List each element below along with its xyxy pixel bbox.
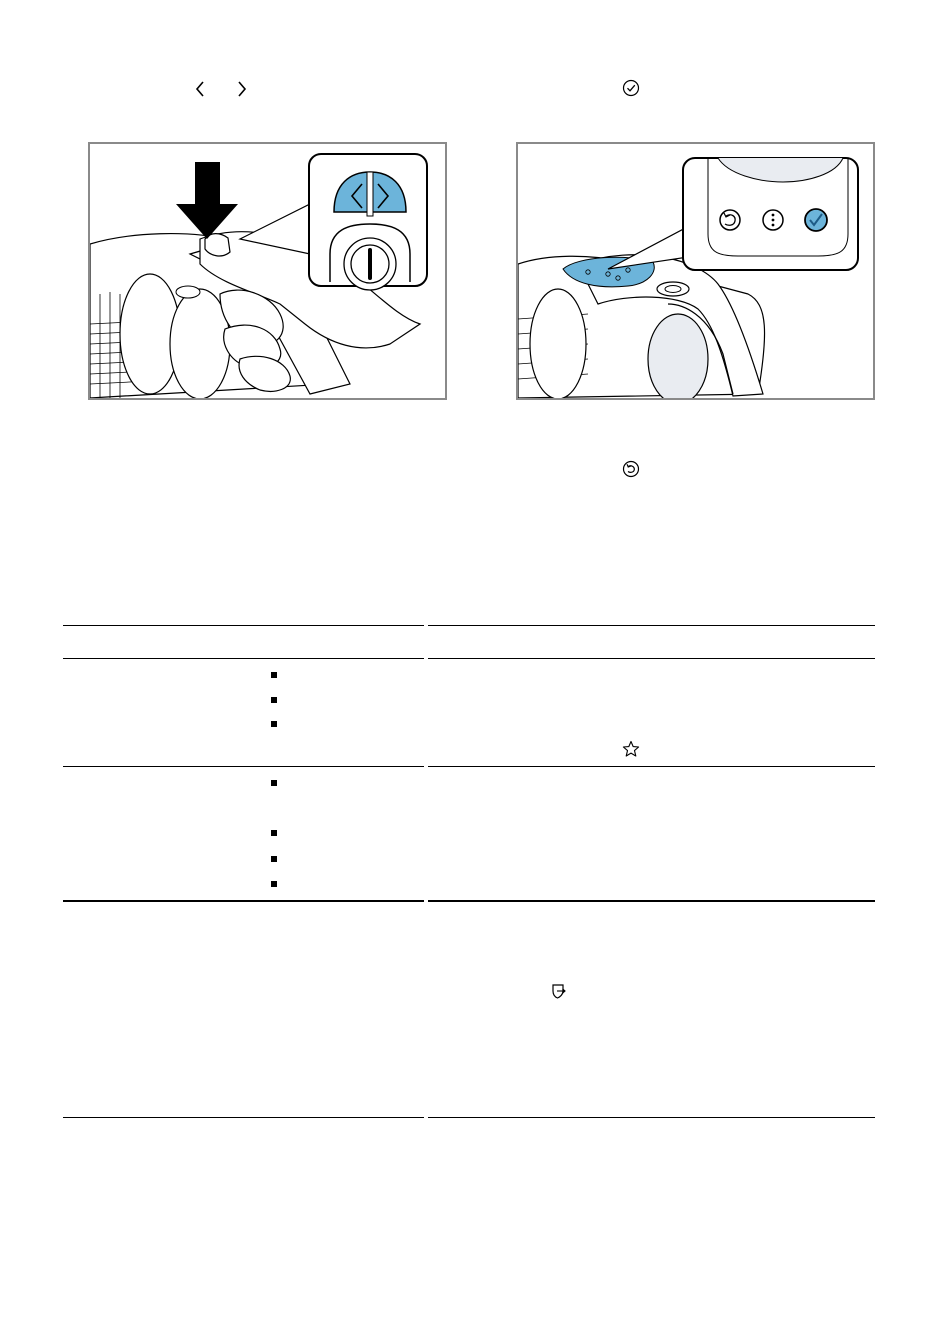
table-rule-row2-left <box>63 900 424 902</box>
table-rule-row1-right <box>428 766 875 767</box>
back-icon <box>720 210 740 230</box>
table-rule-bottom-right <box>428 1117 875 1118</box>
table-rule-bottom-left <box>63 1117 424 1118</box>
star-icon <box>622 740 640 758</box>
chevron-left-icon <box>193 80 207 98</box>
list-bullet <box>271 856 277 862</box>
back-arrow-circle-icon <box>622 460 640 478</box>
table-rule-header-left <box>63 658 424 659</box>
list-bullet <box>271 780 277 786</box>
illustration-hand-on-handle <box>90 144 445 398</box>
table-rule-header-right <box>428 658 875 659</box>
menu-dots-icon <box>763 210 783 230</box>
check-icon <box>805 209 827 231</box>
chevron-right-icon <box>235 80 249 98</box>
table-rule-row1-left <box>63 766 424 767</box>
shield-arrow-icon <box>550 982 568 1000</box>
table-rule-top-left <box>63 625 424 626</box>
figure-left-button-press <box>88 142 447 400</box>
illustration-display-callout <box>518 144 873 398</box>
list-bullet <box>271 830 277 836</box>
list-bullet <box>271 721 277 727</box>
table-rule-top-right <box>428 625 875 626</box>
table-rule-row2-right <box>428 900 875 902</box>
list-bullet <box>271 881 277 887</box>
arrow-down-icon <box>176 162 238 239</box>
list-bullet <box>271 697 277 703</box>
check-circle-icon <box>622 79 640 97</box>
figure-right-display-panel <box>516 142 875 400</box>
list-bullet <box>271 672 277 678</box>
